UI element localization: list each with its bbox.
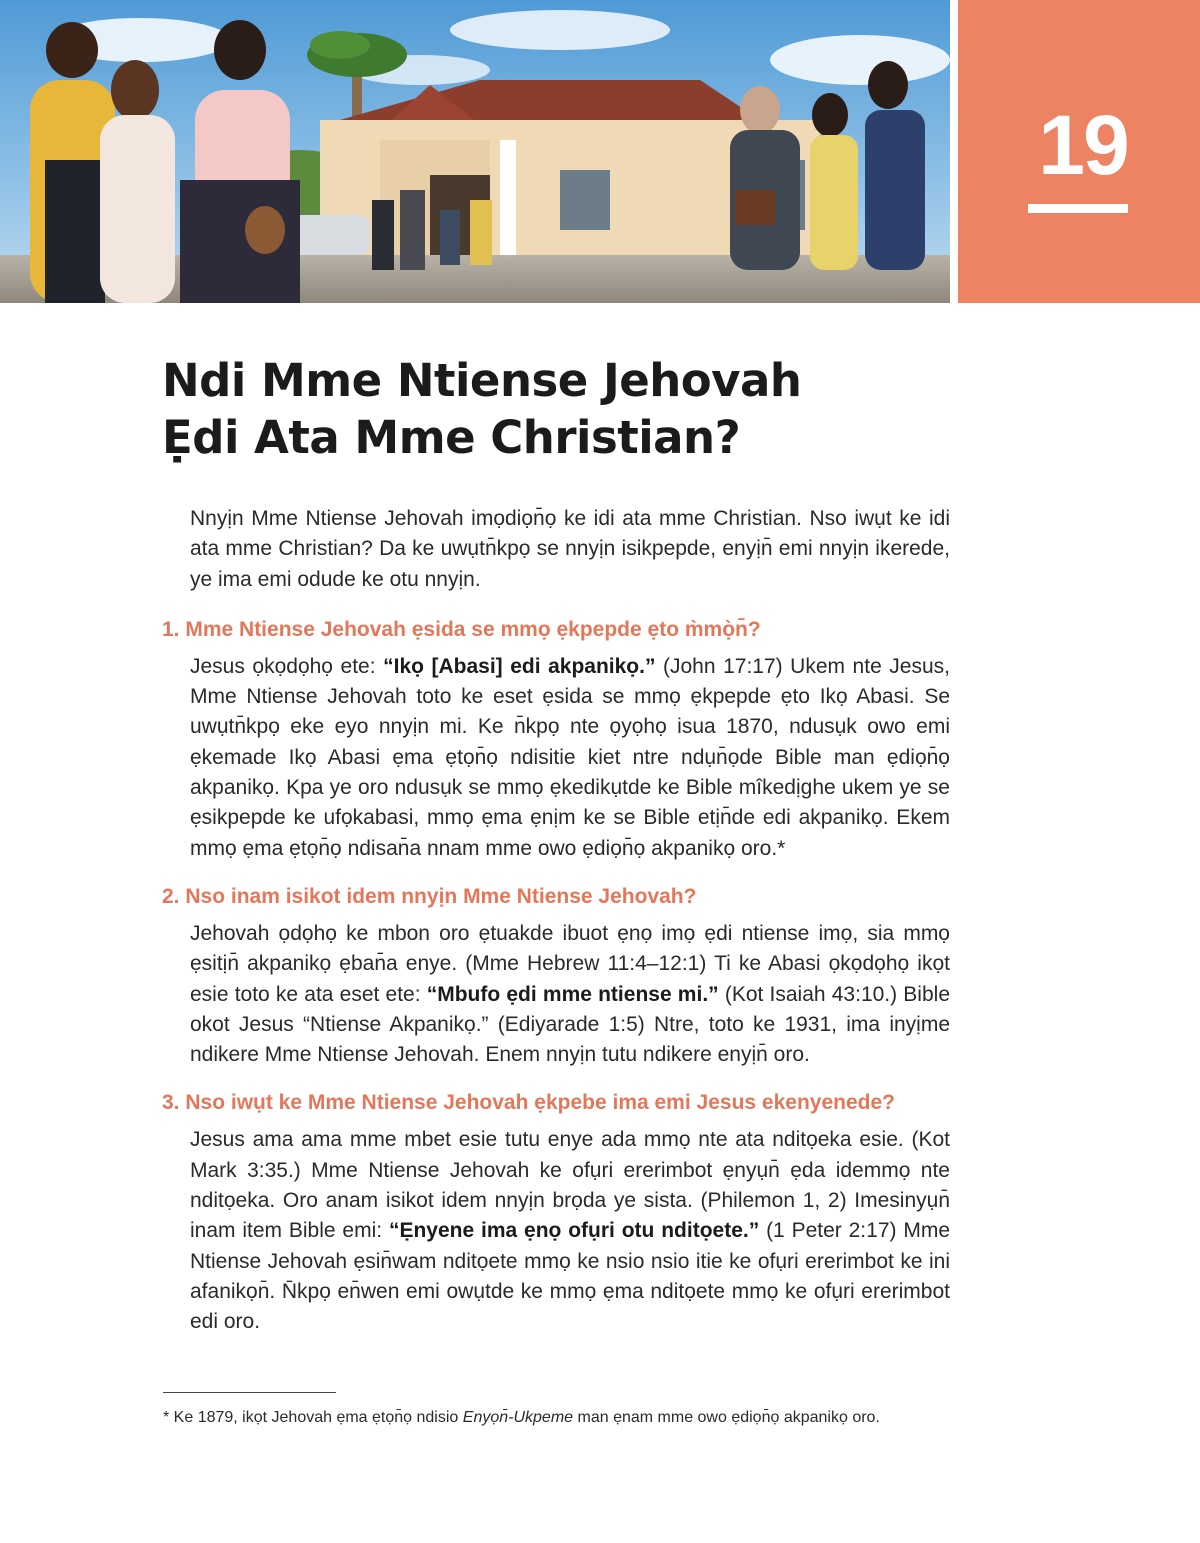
lesson-number-block <box>958 0 1200 303</box>
lesson-number: 19 <box>1038 98 1128 192</box>
footnote-text-b: man ẹnam mme owo ẹdiọn̄ọ akpanikọ oro. <box>573 1409 880 1426</box>
answer-1-text-b: (John 17:17) Ukem nte Jesus, Mme Ntiense Jehovah toto ke eset ẹsida se mmọ ẹkpepde ẹto Ikọ Abasi. Se uwụtn̄kpọ eke eyo nnyịn mi. Ke n̄kpọ nte ọyọhọ isua 1870, ndusụk owo emi ẹkemade Ikọ Abasi ẹma ẹtọn̄ọ ndisitie kiet ntre ndụn̄ọde Bible man ẹdiọn̄ọ akpanikọ. Kpa ye oro ndusụk se mmọ ẹkedikụtde ke Bible mîkedịghe ukem ye se ẹsikpepde ke ufọkabasi, mmọ ẹma ẹnịm ke se Bible etịn̄de edi akpanikọ. Ekem mmọ ẹma ẹtọn̄ọ ndisan̄a nnam mme owo ẹdiọn̄ọ akpanikọ oro.* <box>190 654 950 860</box>
answer-3 <box>190 1125 950 1337</box>
question-2: 2. Nso inam isikot idem nnyịn Mme Ntiense Jehovah? <box>162 884 697 908</box>
lesson-title <box>162 352 922 466</box>
intro-paragraph: Nnyịn Mme Ntiense Jehovah imọdiọn̄ọ ke idi ata mme Christian. Nso iwụt ke idi ata mme Christian? Da ke uwụtn̄kpọ se nnyịn isikpepde, enyịn̄ emi nnyịn ikerede, ye ima emi odude ke otu nnyịn. <box>190 507 950 591</box>
footnote-divider <box>163 1392 336 1393</box>
answer-2-quote: “Mbufo ẹdi mme ntiense mi.” <box>426 982 719 1006</box>
question-1: 1. Mme Ntiense Jehovah ẹsida se mmọ ẹkpepde ẹto m̀mọ̀n̄? <box>162 617 761 641</box>
answer-3-text-a: Jesus ama ama mme mbet esie tutu enye ada mmọ nte ata nditọeka esie. (Kot Mark 3:35.) Mme Ntiense Jehovah ke ofụri ererimbot ẹnyụn̄ ẹda idemmọ nte nditọeka. Oro anam isikot idem nnyịn brọda ye sista. (Philemon 1, 2) Imesinyụn̄ inam item Bible emi: <box>190 1128 950 1243</box>
header-photo <box>0 0 950 303</box>
answer-2-text-b: (Kot Isaiah 43:10.) Bible okot Jesus “Ntiense Akpanikọ.” (Ediyarade 1:5) Ntre, toto ke 1931, ima inyịme ndikere Mme Ntiense Jehovah. Enem nnyịn tutu ndikere enyịn̄ oro. <box>190 982 951 1067</box>
answer-1-text-a: Jesus ọkọdọhọ ete: <box>190 654 384 678</box>
title-line-2: Ẹdi Ata Mme Christian? <box>162 411 741 464</box>
question-3: 3. Nso iwụt ke Mme Ntiense Jehovah ẹkpebe ima emi Jesus ekenyenede? <box>162 1091 895 1115</box>
footnote-publication-title: Enyọn̄-Ukpeme <box>462 1409 574 1426</box>
title-line-1: Ndi Mme Ntiense Jehovah <box>162 354 802 407</box>
answer-1-quote: “Ikọ [Abasi] edi akpanikọ.” <box>383 654 656 678</box>
answer-2-text-a: Jehovah ọdọhọ ke mbon oro ẹtuakde ibuot ẹnọ imọ ẹdi ntiense imọ, sia mmọ ẹsitịn̄ akpanikọ ẹban̄a enye. (Mme Hebrew 11:4–12:1) Ti ke Abasi ọkọdọhọ ikọt esie toto ke ata eset ete: <box>190 921 950 1006</box>
lesson-number-underline <box>1028 204 1128 213</box>
answer-3-text-b: (1 Peter 2:17) Mme Ntiense Jehovah ẹsin̄wam nditọete mmọ ke nsio nsio itie ke ofụri ererimbot ke ini afanikọn̄. N̄kpọ en̄wen emi owụtde ke mmọ ẹma nditọete mmọ ke ofụri ererimbot edi oro. <box>190 1219 951 1334</box>
answer-2 <box>190 919 950 1070</box>
footnote-text-a: * Ke 1879, ikọt Jehovah ẹma ẹtọn̄ọ ndisio <box>163 1409 463 1426</box>
answer-3-quote: “Ẹnyene ima ẹnọ ofụri otu nditọete.” <box>388 1219 760 1243</box>
answer-1 <box>190 652 950 864</box>
lesson-body <box>162 504 951 1356</box>
footnote <box>163 1408 953 1428</box>
